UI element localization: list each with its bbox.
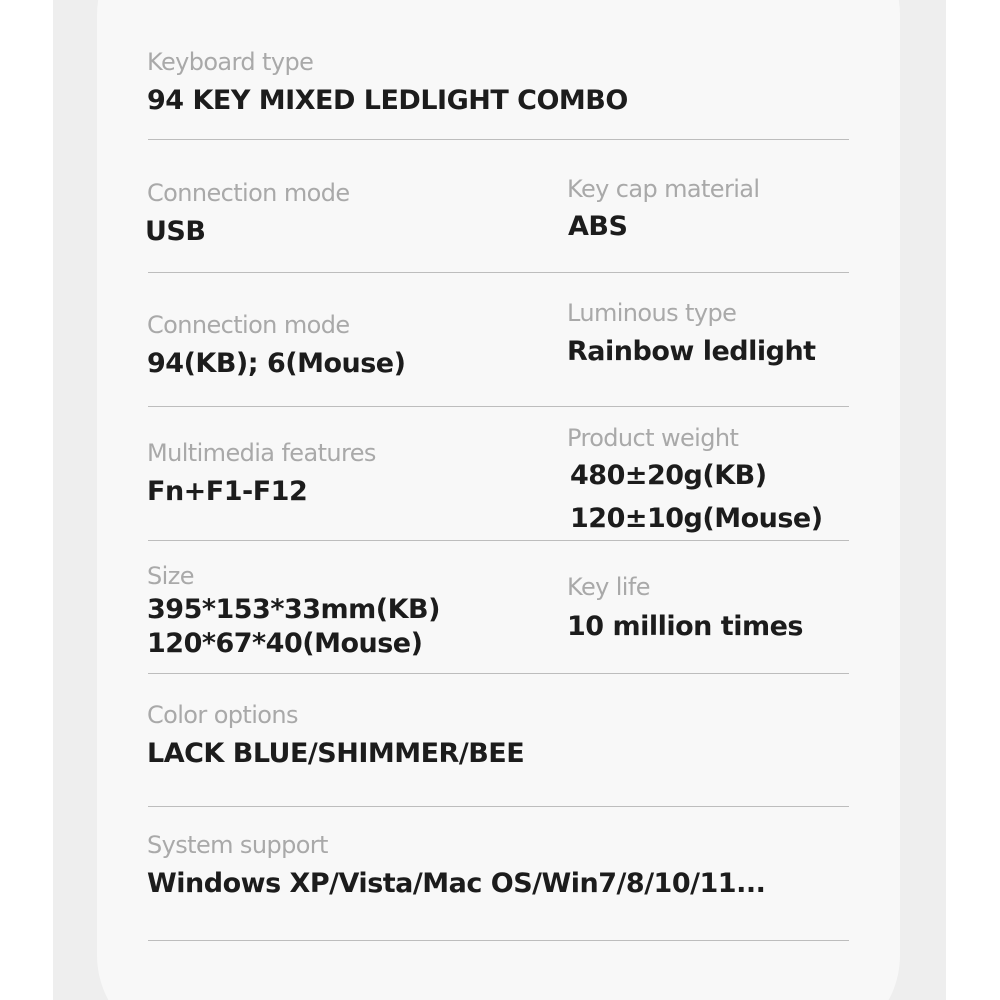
keyboard-type-value: 94 KEY MIXED LEDLIGHT COMBO (147, 85, 628, 116)
product-weight-mouse-value: 120±10g(Mouse) (570, 503, 823, 534)
divider (148, 673, 849, 674)
divider (148, 272, 849, 273)
color-options-value: LACK BLUE/SHIMMER/BEE (147, 738, 525, 769)
multimedia-features-value: Fn+F1-F12 (147, 476, 308, 507)
divider (148, 806, 849, 807)
keyboard-type-label: Keyboard type (147, 48, 314, 76)
luminous-type-value: Rainbow ledlight (567, 336, 816, 367)
color-options-label: Color options (147, 701, 298, 729)
system-support-value: Windows XP/Vista/Mac OS/Win7/8/10/11... (147, 868, 766, 899)
system-support-label: System support (147, 831, 328, 859)
size-label: Size (147, 562, 194, 590)
product-weight-kb-value: 480±20g(KB) (570, 460, 767, 491)
connection-mode-label: Connection mode (147, 179, 350, 207)
key-count-label: Connection mode (147, 311, 350, 339)
connection-mode-value: USB (145, 216, 206, 247)
luminous-type-label: Luminous type (567, 299, 737, 327)
divider (148, 540, 849, 541)
size-kb-value: 395*153*33mm(KB) (147, 594, 440, 625)
key-cap-material-value: ABS (568, 211, 628, 242)
divider (148, 139, 849, 140)
key-cap-material-label: Key cap material (567, 175, 760, 203)
multimedia-features-label: Multimedia features (147, 439, 376, 467)
key-life-label: Key life (567, 573, 650, 601)
size-mouse-value: 120*67*40(Mouse) (147, 628, 423, 659)
divider (148, 406, 849, 407)
key-life-value: 10 million times (567, 611, 803, 642)
key-count-value: 94(KB); 6(Mouse) (147, 348, 406, 379)
divider (148, 940, 849, 941)
product-weight-label: Product weight (567, 424, 739, 452)
